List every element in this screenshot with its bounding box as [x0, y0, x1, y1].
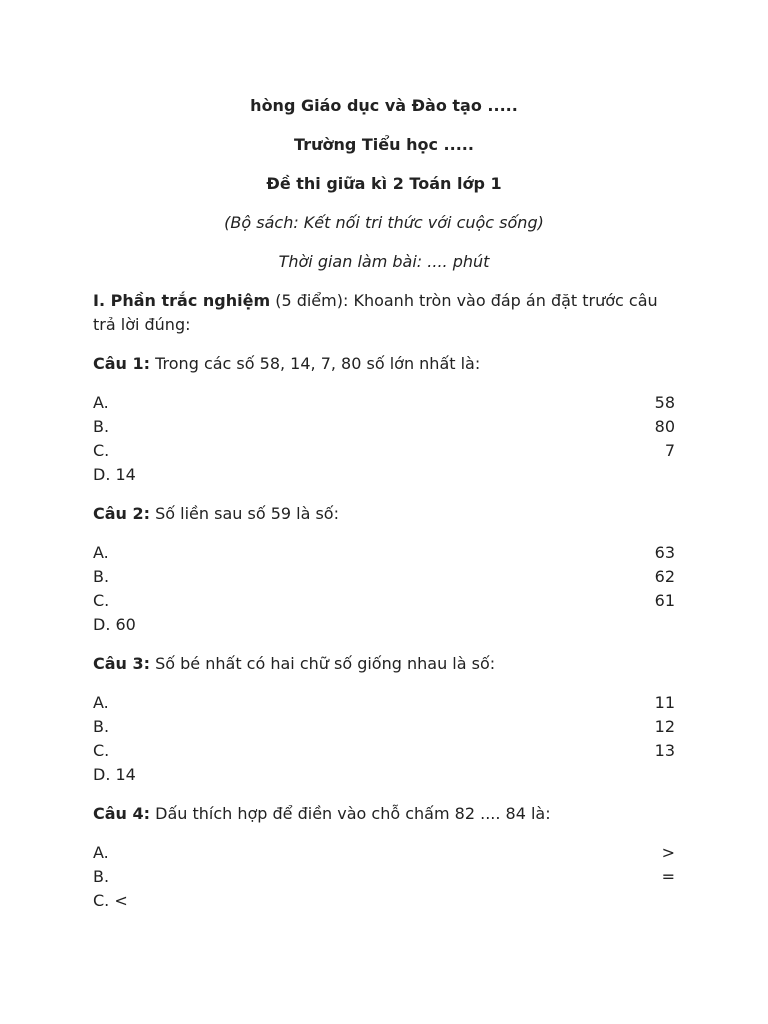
document-page — [93, 94, 675, 928]
book-series: (Bộ sách: Kết nối tri thức với cuộc sống) — [224, 213, 544, 232]
option-c: C. 7 — [93, 441, 675, 460]
time-allowed: Thời gian làm bài: .... phút — [278, 252, 490, 271]
question-label: Câu 2: — [93, 504, 151, 523]
question-2 — [93, 502, 675, 526]
option-d: D. 14 — [93, 465, 136, 484]
question-text: Trong các số 58, 14, 7, 80 số lớn nhất là: — [150, 354, 481, 373]
option-c: C. 61 — [93, 591, 675, 610]
school-heading: Trường Tiểu học ..... — [294, 135, 474, 154]
question-text: Dấu thích hợp để điền vào chỗ chấm 82 .... 84 là: — [150, 804, 551, 823]
section-text: (5 điểm): Khoanh tròn vào đáp án đặt trước câu trả lời đúng: — [93, 291, 658, 334]
option-a: A. 11 — [93, 693, 675, 712]
question-4 — [93, 802, 675, 826]
option-c: C. < — [93, 891, 128, 910]
question-text: Số liền sau số 59 là số: — [150, 504, 339, 523]
department-heading: hòng Giáo dục và Đào tạo ..... — [250, 96, 518, 115]
option-b: B. 12 — [93, 717, 675, 736]
option-d: D. 60 — [93, 615, 136, 634]
question-label: Câu 4: — [93, 804, 151, 823]
question-1-options — [93, 391, 675, 487]
option-b: B. 80 — [93, 417, 675, 436]
option-a: A. 58 — [93, 393, 675, 412]
question-4-options — [93, 841, 675, 913]
option-c: C. 13 — [93, 741, 675, 760]
option-b: B. 62 — [93, 567, 675, 586]
question-2-options — [93, 541, 675, 637]
question-text: Số bé nhất có hai chữ số giống nhau là số: — [150, 654, 496, 673]
exam-title: Đề thi giữa kì 2 Toán lớp 1 — [266, 174, 502, 193]
question-label: Câu 3: — [93, 654, 151, 673]
option-a: A. > — [93, 843, 675, 862]
question-label: Câu 1: — [93, 354, 151, 373]
section-title: I. Phần trắc nghiệm — [93, 291, 271, 310]
question-3 — [93, 652, 675, 676]
question-1 — [93, 352, 675, 376]
option-a: A. 63 — [93, 543, 675, 562]
option-d: D. 14 — [93, 765, 136, 784]
option-b: B. = — [93, 867, 675, 886]
question-3-options — [93, 691, 675, 787]
section-instruction — [93, 289, 675, 337]
